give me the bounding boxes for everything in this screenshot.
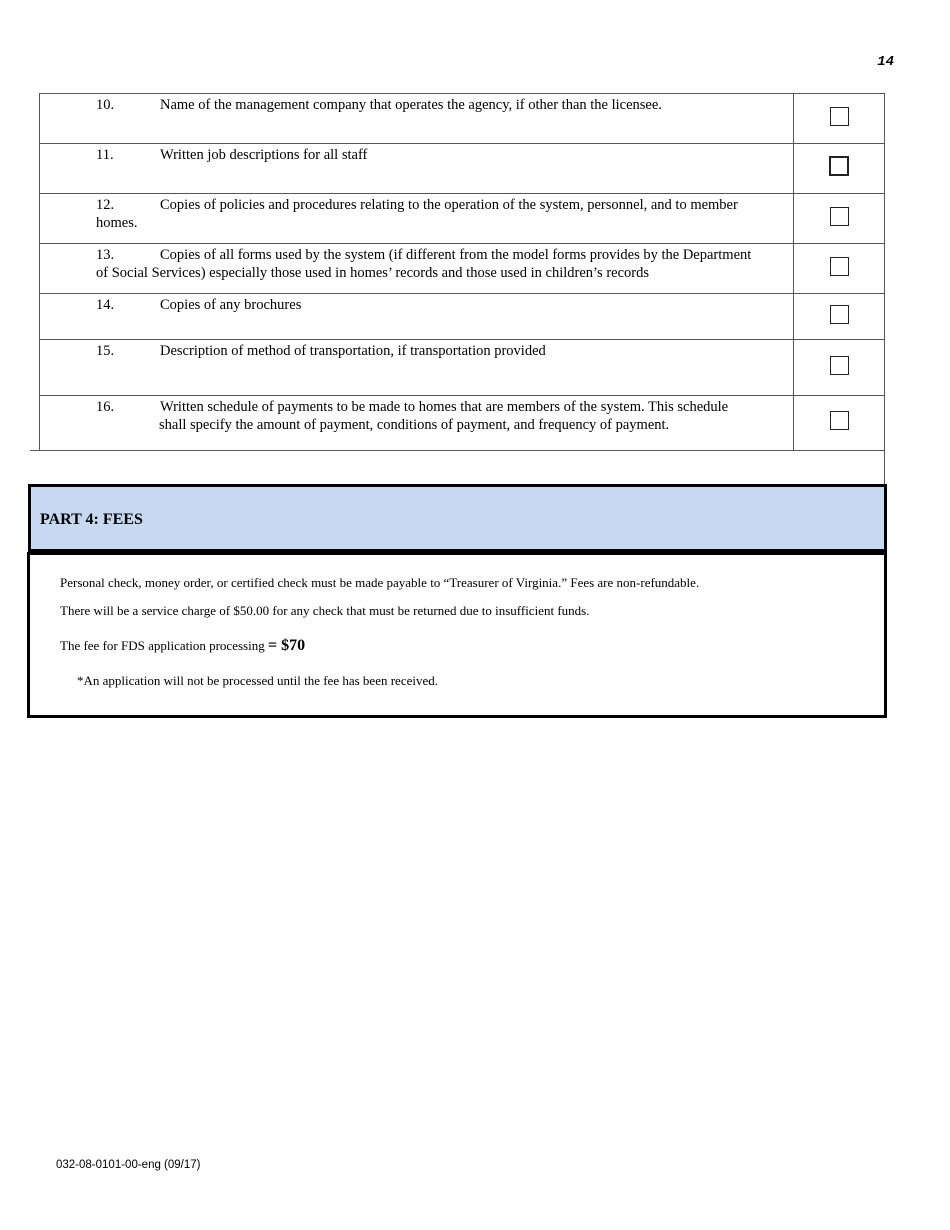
checklist-item-cell — [40, 340, 794, 396]
checklist-row-12 — [40, 194, 885, 244]
checklist-row-15 — [40, 340, 885, 396]
item-11-checkbox[interactable] — [829, 156, 849, 176]
item-16-checkbox[interactable] — [830, 411, 849, 430]
item-number: 16. — [96, 399, 115, 415]
item-10-checkbox[interactable] — [830, 107, 849, 126]
part4-header — [28, 484, 887, 552]
item-text: Written schedule of payments to be made to homes that are members of the system. This schedule — [160, 399, 729, 415]
item-number: 15. — [96, 343, 115, 359]
page-number: 14 — [877, 54, 894, 70]
checkbox-cell — [794, 340, 885, 396]
item-text-continued: shall specify the amount of payment, conditions of payment, and frequency of payment. — [159, 417, 670, 433]
checkbox-cell — [794, 294, 885, 340]
form-code: 032-08-0101-00-eng (09/17) — [56, 1159, 201, 1171]
item-12-checkbox[interactable] — [830, 207, 849, 226]
fee-line — [60, 637, 305, 655]
item-number: 10. — [96, 97, 115, 113]
checkbox-cell — [794, 144, 885, 194]
document-checklist-table — [39, 93, 885, 451]
item-text: Written job descriptions for all staff — [160, 147, 368, 163]
checkbox-cell — [794, 94, 885, 144]
checklist-item-cell — [40, 194, 794, 244]
item-text-continued: homes. — [96, 215, 138, 231]
checklist-item-cell — [40, 244, 794, 294]
checkbox-cell — [794, 396, 885, 451]
item-text: Copies of all forms used by the system (if different from the model forms provides by the Department — [160, 247, 752, 263]
checklist-row-10 — [40, 94, 885, 144]
checklist-row-13 — [40, 244, 885, 294]
checklist-item-cell — [40, 94, 794, 144]
item-number: 14. — [96, 297, 115, 313]
item-text: Copies of policies and procedures relating to the operation of the system, personnel, and to member — [160, 197, 738, 213]
item-text: Copies of any brochures — [160, 297, 302, 313]
item-text: Name of the management company that operates the agency, if other than the licensee. — [160, 97, 662, 113]
item-number: 11. — [96, 147, 114, 163]
service-charge-note: There will be a service charge of $50.00 for any check that must be returned due to insufficient funds. — [60, 603, 590, 618]
checklist-row-16 — [40, 396, 885, 451]
table-rule — [30, 450, 40, 451]
item-text-continued: of Social Services) especially those used in homes’ records and those used in children’s records — [96, 265, 649, 281]
item-number: 13. — [96, 247, 115, 263]
fees-box — [27, 552, 887, 718]
processing-note: *An application will not be processed until the fee has been received. — [77, 673, 438, 688]
checkbox-cell — [794, 244, 885, 294]
fee-amount: = $70 — [267, 637, 306, 654]
item-14-checkbox[interactable] — [830, 305, 849, 324]
item-13-checkbox[interactable] — [830, 257, 849, 276]
checklist-row-14 — [40, 294, 885, 340]
item-number: 12. — [96, 197, 115, 213]
table-border-tail — [884, 450, 885, 486]
checklist-item-cell — [40, 396, 794, 451]
checklist-item-cell — [40, 144, 794, 194]
part4-title: PART 4: FEES — [40, 511, 143, 528]
checklist-item-cell — [40, 294, 794, 340]
checkbox-cell — [794, 194, 885, 244]
checklist-row-11 — [40, 144, 885, 194]
payable-note: Personal check, money order, or certified check must be made payable to “Treasurer of Virginia.” Fees are non-refundable. — [60, 575, 700, 590]
item-15-checkbox[interactable] — [830, 356, 849, 375]
fee-label: The fee for FDS application processing — [60, 638, 268, 653]
item-text: Description of method of transportation, if transportation provided — [160, 343, 546, 359]
